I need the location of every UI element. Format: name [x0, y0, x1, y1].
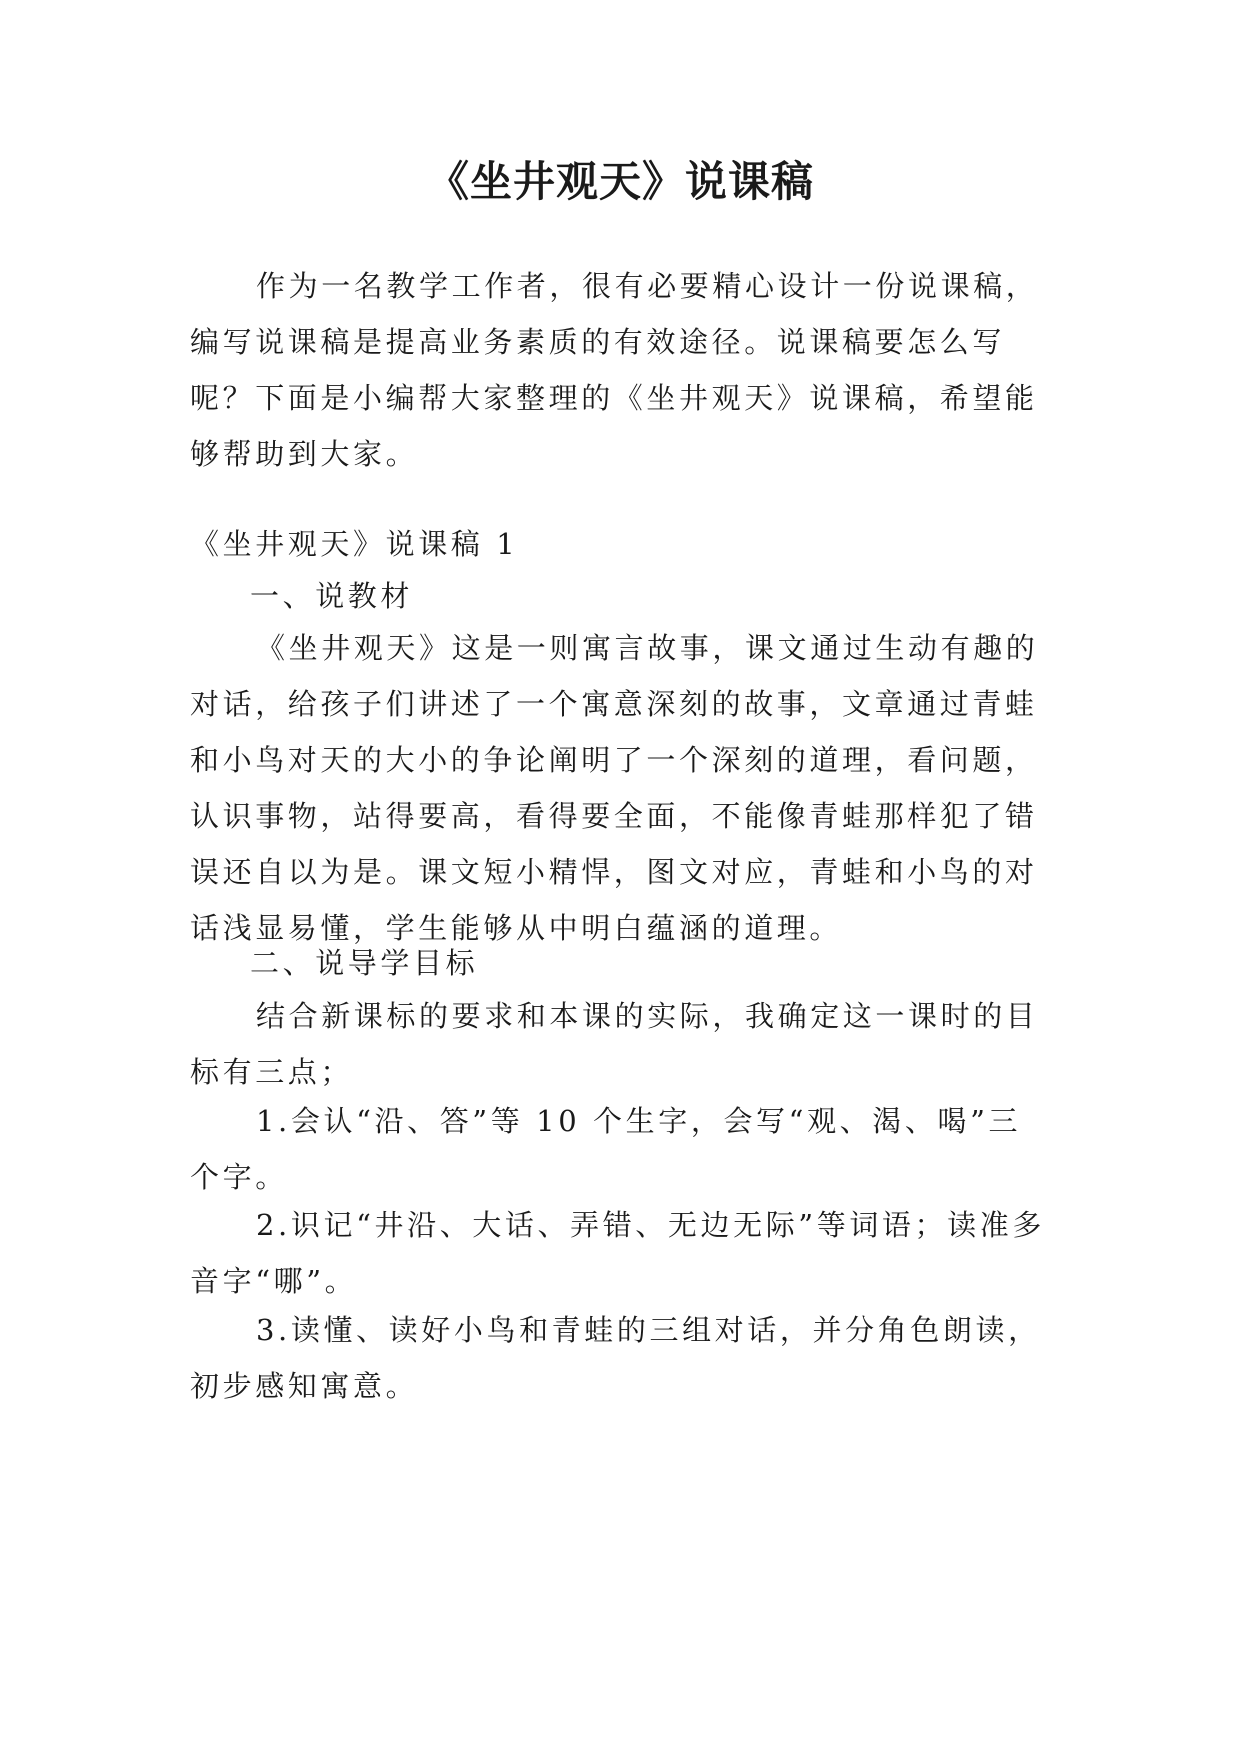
heading-teaching-material: 一、说教材	[250, 579, 414, 613]
heading-learning-goals: 二、说导学目标	[250, 946, 479, 980]
document-title: 《坐井观天》说课稿	[426, 157, 814, 206]
teaching-material-paragraph: 《坐井观天》这是一则寓言故事，课文通过生动有趣的对话，给孩子们讲述了一个寓意深刻的故事，文章通过青蛙和小鸟对天的大小的争论阐明了一个深刻的道理，看问题，认识事物，站得要高，看得要全面，不能像青蛙那样犯了错误还自以为是。课文短小精悍，图文对应，青蛙和小鸟的对话浅显易懂，学生能够从中明白蕴涵的道理。	[190, 631, 1039, 945]
goal-item-2: 2.识记“井沿、大话、弄错、无边无际”等词语；读准多音字“哪”。	[190, 1208, 1045, 1298]
intro-paragraph: 作为一名教学工作者，很有必要精心设计一份说课稿，编写说课稿是提高业务素质的有效途径。说课稿要怎么写呢？下面是小编帮大家整理的《坐井观天》说课稿，希望能够帮助到大家。	[190, 269, 1039, 471]
section-title: 《坐井观天》说课稿 1	[190, 527, 519, 561]
goal-item-1: 1.会认“沿、答”等 10 个生字，会写“观、渴、喝”三个字。	[190, 1104, 1022, 1194]
learning-goals-paragraph: 结合新课标的要求和本课的实际，我确定这一课时的目标有三点；	[190, 999, 1039, 1089]
goal-item-3: 3.读懂、读好小鸟和青蛙的三组对话，并分角色朗读，初步感知寓意。	[190, 1313, 1041, 1403]
